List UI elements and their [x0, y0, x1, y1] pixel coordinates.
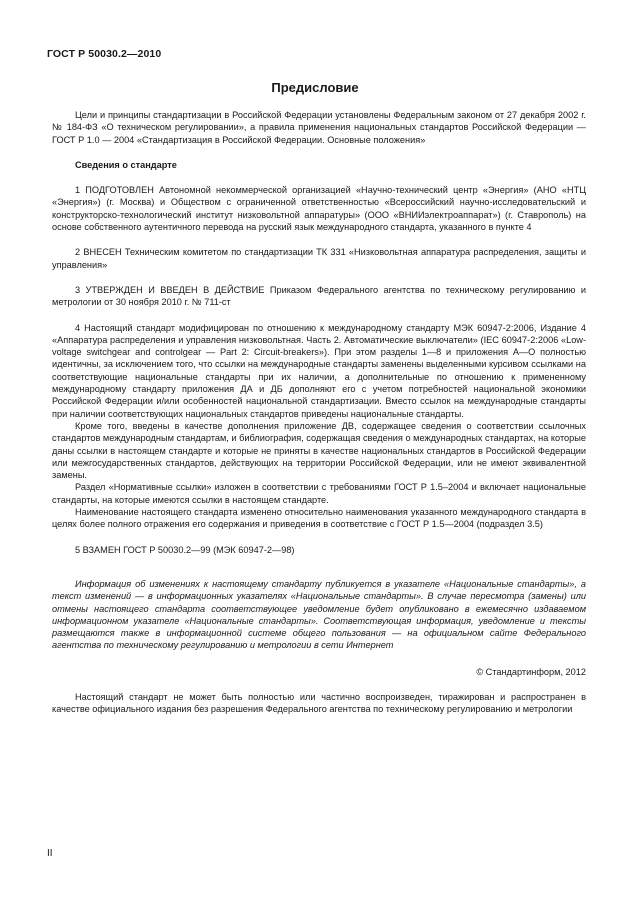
- intro-paragraph: Цели и принципы стандартизации в Российской Федерации установлены Федеральным законом от 27 декабря 2002 г. № 184-ФЗ «О техническом регулировании», а правила применения национальных стандартов Российской Федерации — ГОСТ Р 1.0 — 2004 «Стандартизация в Российской Федерации. Основные положения»: [52, 110, 586, 145]
- section-subheading: Сведения о стандарте: [75, 159, 177, 170]
- item-4-paragraph-4: Наименование настоящего стандарта изменено относительно наименования указанного международного стандарта в целях более полного отражения его содержания и приведения в соответствие с ГОСТ Р 1.5—2004 (подраздел 3.5): [52, 507, 586, 530]
- item-4-paragraph-3: Раздел «Нормативные ссылки» изложен в соответствии с требованиями ГОСТ Р 1.5–2004 и включает национальные стандарты, на которые имеются ссылки в настоящем стандарте.: [52, 482, 586, 505]
- notice-paragraph: Информация об изменениях к настоящему стандарту публикуется в указателе «Национальные стандарты», а текст изменений — в информационных указателях «Национальные стандарты». В случае пересмотра (замены) или отмены настоящего стандарта соответствующее уведомление будет опубликовано в ежемесячно издаваемом информационном указателе «Национальные стандарты». Соответствующая информация, уведомление и тексты размещаются также в информационной системе общего пользования — на официальном сайте Федерального агентства по техническому регулированию и метрологии в сети Интернет: [52, 578, 586, 651]
- copyright-line: © Стандартинформ, 2012: [476, 666, 586, 677]
- item-2-paragraph: 2 ВНЕСЕН Техническим комитетом по стандартизации ТК 331 «Низковольтная аппаратура распределения, защиты и управления»: [52, 247, 586, 270]
- page-title: Предисловие: [271, 80, 359, 95]
- document-body: [52, 109, 586, 716]
- item-4-paragraph-2: Кроме того, введены в качестве дополнения приложение ДВ, содержащее сведения о соответствии ссылочных стандартов международным стандартам, и библиография, содержащая сведения о международных стандартах, на которые даны ссылки в настоящем стандарте и которые не приняты в качестве национальных стандартов в Российской Федерации или межгосударственных стандартов, действующих на территории Российской Федерации, или не имеют эквивалентной замены.: [52, 420, 586, 481]
- item-3-paragraph: 3 УТВЕРЖДЕН И ВВЕДЕН В ДЕЙСТВИЕ Приказом Федерального агентства по техническому регулированию и метрологии от 30 ноября 2010 г. № 711-ст: [52, 284, 586, 308]
- item-4-paragraph: 4 Настоящий стандарт модифицирован по отношению к международному стандарту МЭК 60947-2:2006, Издание 4 «Аппаратура распределения и управления низковольтная. Часть 2. Автоматические выключатели» (IEC 60947-2:2006 «Low-voltage switchgear and controlgear — Part 2: Circuit-breakers»). При этом разделы 1—8 и приложения А—О полностью идентичны, за исключением того, что ссылки на международные стандарты заменены выделенными курсивом ссылками на соответствующие национальные стандарты при их наличии, а дополнительные по отношению к примененному международному стандарту приложения ДА и ДБ дополняют его с учетом потребностей национальной экономики Российской Федерации и/или особенностей национальной стандартизации. Вместо ссылок на международные стандарты при наличии соответствующих национальных стандартов приведены национальные стандарты.: [52, 322, 586, 419]
- item-1-paragraph: 1 ПОДГОТОВЛЕН Автономной некоммерческой организацией «Научно-технический центр «Энергия» (АНО «НТЦ «Энергия») (г. Москва) и Обществом с ограниченной ответственностью «Всероссийский научно-исследовательский и конструкторско-технологический институт низковольтной аппаратуры» (ООО «ВНИИэлектроаппарат») (г. Ставрополь) на основе собственного аутентичного перевода на русский язык международного стандарта, указанного в пункте 4: [52, 185, 586, 233]
- page-number: II: [47, 848, 53, 859]
- reproduction-paragraph: Настоящий стандарт не может быть полностью или частично воспроизведен, тиражирован и распространен в качестве официального издания без разрешения Федерального агентства по техническому регулированию и метрологии: [52, 691, 586, 715]
- standard-code-header: ГОСТ Р 50030.2—2010: [47, 48, 162, 60]
- item-5-paragraph: 5 ВЗАМЕН ГОСТ Р 50030.2—99 (МЭК 60947-2—98): [75, 544, 295, 555]
